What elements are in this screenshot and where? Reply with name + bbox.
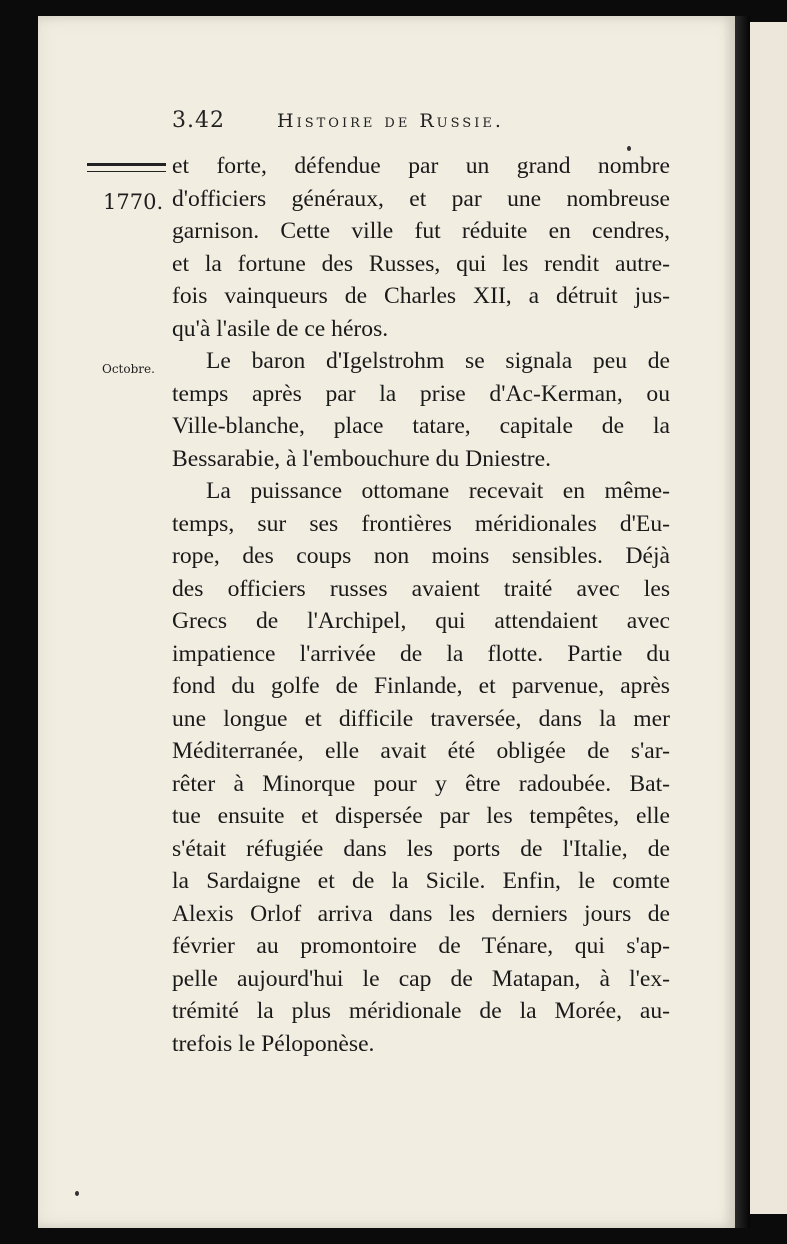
margin-year: 1770.	[103, 190, 164, 214]
text-line: garnison. Cette ville fut réduite en cendres,	[172, 218, 670, 244]
text-line: impatience l'arrivée de la flotte. Partie du	[172, 640, 670, 667]
text-line: une longue et difficile traversée, dans la mer	[172, 705, 670, 732]
text-line: d'officiers généraux, et par une nombreuse	[172, 185, 670, 212]
text-line: Grecs de l'Archipel, qui attendaient avec	[172, 608, 670, 634]
text-line: février au promontoire de Ténare, qui s'ap-	[172, 933, 670, 959]
text-line: et la fortune des Russes, qui les rendit autre-	[172, 250, 670, 277]
text-line: Méditerranée, elle avait été obligée de s'ar-	[172, 738, 670, 764]
page-number: 3.42	[172, 108, 225, 133]
paragraph-start: Le baron d'Igelstrohm se signala peu de	[206, 348, 670, 374]
body-text	[172, 150, 670, 1060]
text-line: pelle aujourd'hui le cap de Matapan, à l'ex-	[172, 965, 670, 992]
text-line: Alexis Orlof arriva dans les derniers jours de	[172, 900, 670, 927]
text-line: Bessarabie, à l'embouchure du Dniestre.	[172, 445, 551, 472]
binding-gutter	[735, 16, 750, 1228]
text-line: rope, des coups non moins sensibles. Déjà	[172, 543, 670, 569]
text-line: Ville-blanche, place tatare, capitale de la	[172, 413, 670, 439]
paragraph-start: La puissance ottomane recevait en même-	[206, 478, 670, 504]
text-line: temps, sur ses frontières méridionales d'Eu-	[172, 510, 670, 537]
text-line: trefois le Péloponèse.	[172, 1030, 375, 1057]
text-line: s'était réfugiée dans les ports de l'Italie, de	[172, 835, 670, 862]
continuation-rule	[87, 163, 166, 172]
text-line: la Sardaigne et de la Sicile. Enfin, le comte	[172, 868, 670, 894]
text-line: et forte, défendue par un grand nombre	[172, 153, 670, 179]
text-line: fond du golfe de Finlande, et parvenue, après	[172, 673, 670, 699]
page-header	[172, 108, 642, 138]
text-line: fois vainqueurs de Charles XII, a détruit jus-	[172, 283, 670, 309]
text-line: temps après par la prise d'Ac-Kerman, ou	[172, 380, 670, 407]
text-line: des officiers russes avaient traité avec les	[172, 575, 670, 602]
margin-month: Octobre.	[102, 362, 155, 376]
running-title: Histoire de Russie.	[277, 110, 504, 132]
text-line: qu'à l'asile de ce héros.	[172, 315, 389, 342]
paper-speck	[75, 1191, 79, 1196]
text-line: rêter à Minorque pour y être radoubée. Bat-	[172, 770, 670, 797]
text-line: trémité la plus méridionale de la Morée, au-	[172, 998, 670, 1024]
text-line: tue ensuite et dispersée par les tempêtes, elle	[172, 803, 670, 829]
paper-speck	[627, 146, 631, 151]
facing-page-edge	[750, 22, 787, 1214]
